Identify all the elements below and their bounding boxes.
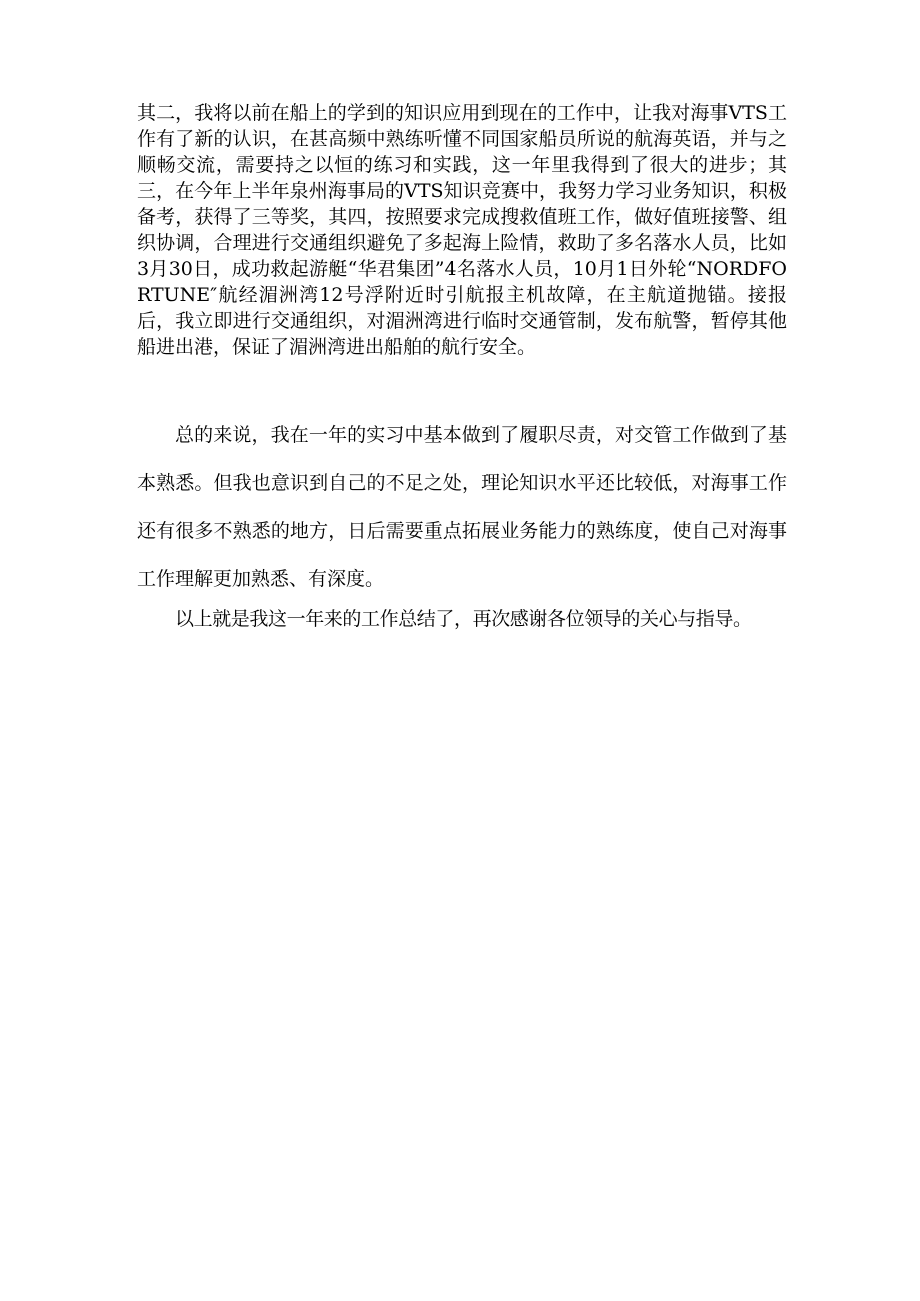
paragraph-summary: 总的来说，我在一年的实习中基本做到了履职尽责，对交管工作做到了基本熟悉。但我也意识到自己的不足之处，理论知识水平还比较低，对海事工作还有很多不熟悉的地方，日后需要重点拓展业务能力的熟练度，使自己对海事工作理解更加熟悉、有深度。 (137, 424, 787, 590)
paragraph-closing: 以上就是我这一年来的工作总结了，再次感谢各位领导的关心与指导。 (175, 608, 752, 630)
paragraph-work-details: 其二，我将以前在船上的学到的知识应用到现在的工作中，让我对海事VTS工作有了新的认识，在甚高频中熟练听懂不同国家船员所说的航海英语，并与之顺畅交流，需要持之以恒的练习和实践，这一年里我得到了很大的进步；其三，在今年上半年泉州海事局的VTS知识竞赛中，我努力学习业务知识，积极备考，获得了三等奖，其四，按照要求完成搜救值班工作，做好值班接警、组织协调，合理进行交通组织避免了多起海上险情，救助了多名落水人员，比如3月30日，成功救起游艇“华君集团”4名落水人员，10月1日外轮“NORDFORTUNE″航经湄洲湾12号浮附近时引航报主机故障，在主航道抛锚。接报后，我立即进行交通组织，对湄洲湾进行临时交通管制，发布航警，暂停其他船进出港，保证了湄洲湾进出船舶的航行安全。 (137, 102, 787, 358)
